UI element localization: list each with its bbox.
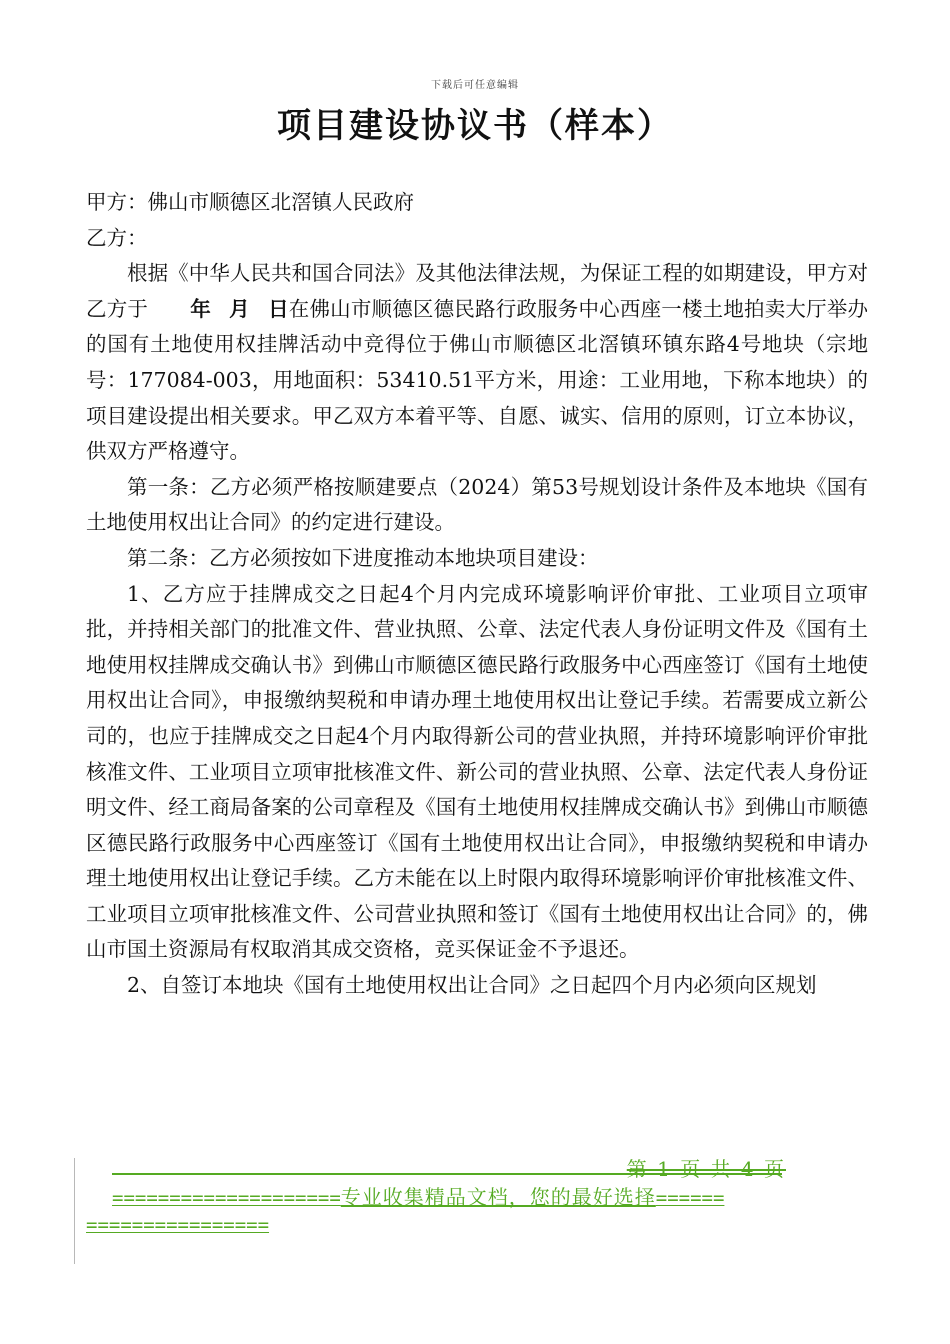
document-title: 项目建设协议书（样本）: [277, 106, 673, 146]
preamble-paragraph: [86, 256, 868, 470]
page-number: 第 1 页 共 4 页: [626, 1157, 786, 1181]
document-body: [86, 185, 868, 1004]
party-b-line: 乙方：: [86, 225, 148, 250]
article-2: 第二条：乙方必须按如下进度推动本地块项目建设：: [127, 545, 599, 570]
footer-eq-line: ================: [86, 1214, 270, 1236]
date-year: 年: [190, 296, 211, 321]
party-a-line: 甲方：佛山市顺德区北滘镇人民政府: [86, 190, 414, 214]
date-month: 月: [228, 296, 250, 321]
article-1: 第一条：乙方必须严格按顺建要点（2024）第53号规划设计条件及本地块《国有土地使用权出让合同》的约定进行建设。: [86, 474, 868, 535]
header-note: 下载后可任意编辑: [431, 80, 519, 91]
article-2-item-1: 1、乙方应于挂牌成交之日起4个月内完成环境影响评价审批、工业项目立项审批，并持相关部门的批准文件、营业执照、公章、法定代表人身份证明文件及《国有土地使用权挂牌成交确认书》到佛山市顺德区德民路行政服务中心西座签订《国有土地使用权出让合同》，申报缴纳契税和申请办理土地使用权出让登记手续。若需要成立新公司的，也应于挂牌成交之日起4个月内取得新公司的营业执照，并持环境影响评价审批核准文件、工业项目立项审批核准文件、新公司的营业执照、公章、法定代表人身份证明文件、经工商局备案的公司章程及《国有土地使用权挂牌成交确认书》到佛山市顺德区德民路行政服务中心西座签订《国有土地使用权出让合同》，申报缴纳契税和申请办理土地使用权出让登记手续。乙方未能在以上时限内取得环境影响评价审批核准文件、工业项目立项审批核准文件、公司营业执照和签订《国有土地使用权出让合同》的，佛山市国土资源局有权取消其成交资格，竞买保证金不予退还。: [86, 581, 868, 962]
footer-eq-left: ====================: [112, 1187, 341, 1209]
preamble-part2: 在佛山市顺德区德民路行政服务中心西座一楼土地拍卖大厅举办的国有土地使用权挂牌活动中竞得位于佛山市顺德区北滘镇环镇东路4号地块（宗地号：177084-003，用地面积：53410.51平方米，用途：工业用地，下称本地块）的项目建设提出相关要求。甲乙双方本着平等、自愿、诚实、信用的原则，订立本协议，供双方严格遵守。: [86, 296, 869, 464]
page-footer: [86, 1156, 868, 1239]
footer-promo-line: [86, 1184, 868, 1212]
preamble-part1: 根据《中华人民共和国合同法》及其他法律法规，为保证工程的如期建设，甲方对乙方于: [86, 261, 868, 321]
date-day: 日: [267, 296, 289, 321]
footer-promo: 专业收集精品文档，您的最好选择: [340, 1185, 656, 1209]
footer-eq-right: ======: [655, 1187, 725, 1209]
article-2-item-2: 2、自签订本地块《国有土地使用权出让合同》之日起四个月内必须向区规划: [127, 973, 817, 998]
margin-divider: [74, 1158, 75, 1264]
